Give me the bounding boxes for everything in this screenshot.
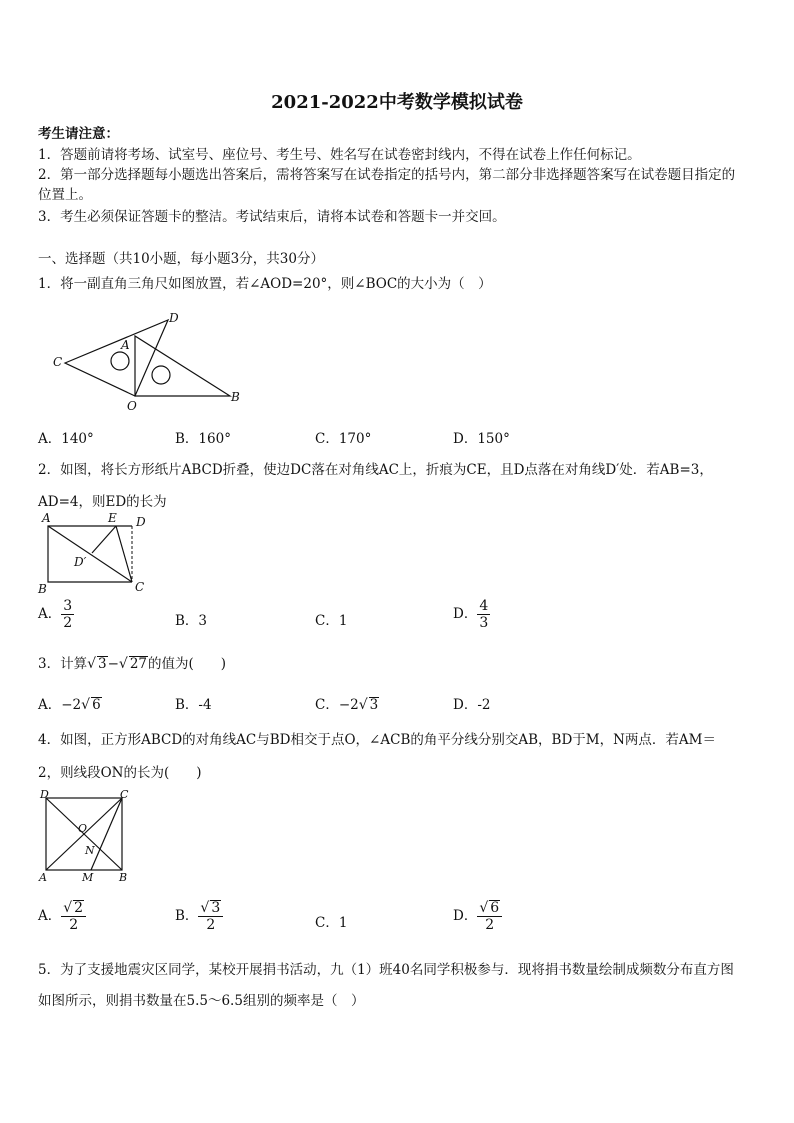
q4-option-d-letter: D．: [453, 908, 478, 924]
q2-figure: [36, 510, 156, 596]
q3-stem-pre: 3．计算: [38, 656, 88, 672]
q1-option-a[interactable]: A．140°: [38, 431, 94, 447]
q4-figure: [36, 788, 136, 884]
q3-minus: −: [107, 656, 119, 672]
q4-option-b[interactable]: [175, 900, 223, 933]
q3-stem: [38, 652, 226, 672]
sqrt-icon: √: [81, 697, 91, 713]
q5-stem-1: 5．为了支援地震灾区同学，某校开展捐书活动，九（1）班40名同学积极参与．现将捐书数量绘制成频数分布直方图: [38, 962, 734, 978]
q3-option-b[interactable]: B．-4: [175, 697, 212, 713]
notice-item-2: 2．第一部分选择题每小题选出答案后，需将答案写在试卷指定的括号内，第二部分非选择题答案写在试卷题目指定的: [38, 167, 736, 183]
sqrt-icon: √: [87, 656, 97, 672]
page-title: 2021-2022中考数学模拟试卷: [271, 92, 523, 113]
q2-option-b[interactable]: B．3: [175, 613, 208, 629]
q5-stem-2: 如图所示，则捐书数量在5.5～6.5组别的频率是（ ）: [38, 993, 365, 1009]
notice-item-3: 3．考生必须保证答题卡的整洁。考试结束后，请将本试卷和答题卡一并交回。: [38, 209, 506, 225]
q2-label-dprime: D′: [74, 555, 87, 569]
q4-option-d-fraction: [477, 900, 502, 933]
q3-radicand-1: 3: [98, 656, 107, 672]
q2-option-d-letter: D．: [453, 606, 478, 622]
q4-label-o: O: [78, 822, 88, 835]
q1-label-d: D: [169, 311, 179, 325]
q4-option-b-radicand: 3: [211, 900, 221, 916]
q4-label-n: N: [85, 844, 95, 857]
q2-label-d: D: [136, 515, 146, 529]
q3-option-a-letter: A．: [38, 697, 62, 713]
q1-figure: [50, 308, 250, 416]
q4-option-c[interactable]: C．1: [315, 915, 348, 931]
q4-label-d: D: [40, 788, 49, 801]
q2-option-a-den: 2: [63, 615, 73, 631]
q3-option-a[interactable]: [38, 693, 102, 713]
sqrt-icon: √: [118, 656, 128, 672]
q3-option-c-coef: −2: [338, 697, 359, 713]
q4-option-d-den: 2: [485, 917, 495, 933]
q4-stem-1: 4．如图，正方形ABCD的对角线AC与BD相交于点O，∠ACB的角平分线分别交AB，BD于M，N两点．若AM＝: [38, 732, 716, 748]
q4-label-c: C: [120, 788, 129, 801]
q3-option-c-letter: C．: [315, 697, 339, 713]
q2-option-d[interactable]: [453, 598, 490, 631]
q4-stem-2: 2，则线段ON的长为( ): [38, 765, 202, 781]
q4-option-a-den: 2: [69, 917, 79, 933]
q2-label-a: A: [42, 511, 51, 525]
q3-option-a-radicand: 6: [92, 697, 101, 713]
q4-label-a: A: [39, 871, 47, 884]
q2-label-e: E: [108, 511, 117, 525]
q2-option-a[interactable]: [38, 598, 74, 631]
sqrt-icon: √: [63, 900, 73, 916]
q4-option-b-letter: B．: [175, 908, 199, 924]
q4-option-b-den: 2: [206, 917, 216, 933]
q1-option-b[interactable]: B．160°: [175, 431, 231, 447]
q1-label-a: A: [121, 338, 130, 352]
q3-option-c-radicand: 3: [369, 697, 379, 713]
q4-option-a-radicand: 2: [74, 900, 84, 916]
q2-option-a-num: 3: [63, 598, 73, 614]
q1-stem: 1．将一副直角三角尺如图放置，若∠AOD=20°，则∠BOC的大小为（ ）: [38, 276, 492, 292]
q2-option-a-fraction: [61, 598, 74, 631]
q1-option-d[interactable]: D．150°: [453, 431, 510, 447]
q2-option-d-fraction: [477, 598, 490, 631]
q4-option-d-num: [477, 900, 502, 917]
q4-option-a[interactable]: [38, 900, 86, 933]
q4-label-b: B: [119, 871, 128, 884]
q2-stem-1: 2．如图，将长方形纸片ABCD折叠，使边DC落在对角线AC上，折痕为CE，且D点落在对角线D′处．若AB=3，: [38, 462, 713, 478]
q4-option-a-num: [61, 900, 86, 917]
q2-label-b: B: [38, 582, 47, 596]
q3-option-a-coef: −2: [61, 697, 82, 713]
q3-stem-post: 的值为( ): [148, 656, 227, 672]
q1-option-c[interactable]: C．170°: [315, 431, 372, 447]
q2-stem-2: AD=4，则ED的长为: [38, 494, 167, 510]
q4-option-b-fraction: [198, 900, 223, 933]
q3-option-d[interactable]: D．-2: [453, 697, 491, 713]
section-heading: 一、选择题（共10小题，每小题3分，共30分）: [38, 251, 324, 267]
q2-option-a-letter: A．: [38, 606, 62, 622]
q1-label-b: B: [231, 390, 240, 404]
sqrt-icon: √: [479, 900, 489, 916]
q2-label-c: C: [135, 580, 145, 594]
q4-option-a-letter: A．: [38, 908, 62, 924]
q4-option-d-radicand: 6: [490, 900, 500, 916]
notice-item-2-cont: 位置上。: [38, 187, 92, 203]
q1-label-c: C: [53, 355, 63, 369]
q4-option-d[interactable]: [453, 900, 502, 933]
q2-option-c[interactable]: C．1: [315, 613, 348, 629]
notice-item-1: 1．答题前请将考场、试室号、座位号、考生号、姓名写在试卷密封线内，不得在试卷上作任何标记。: [38, 147, 641, 163]
q2-option-d-den: 3: [479, 615, 489, 631]
q4-label-m: M: [82, 871, 94, 884]
q4-option-b-num: [198, 900, 223, 917]
sqrt-icon: √: [358, 697, 368, 713]
q2-option-d-num: 4: [479, 598, 489, 614]
q3-radicand-2: 27: [129, 656, 148, 672]
q3-option-c[interactable]: [315, 693, 379, 713]
sqrt-icon: √: [200, 900, 210, 916]
notice-heading: 考生请注意：: [38, 126, 119, 142]
q4-option-a-fraction: [61, 900, 86, 933]
q1-label-o: O: [127, 399, 137, 413]
